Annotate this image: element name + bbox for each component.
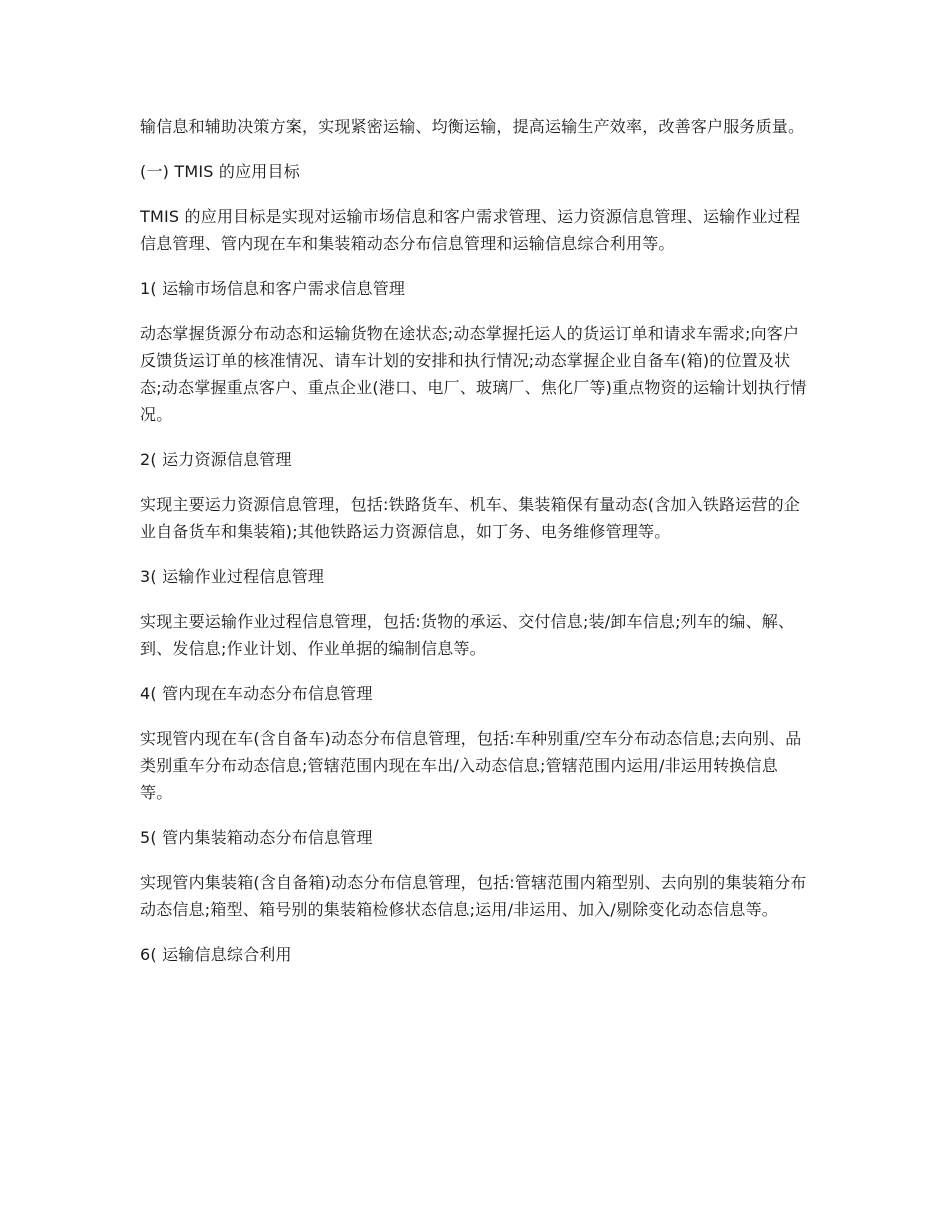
subsection-heading: 4( 管内现在车动态分布信息管理 [140,684,373,703]
body-paragraph: 输信息和辅助决策方案，实现紧密运输、均衡运输，提高运输生产效率，改善客户服务质量。 [140,117,805,136]
body-paragraph: 实现主要运输作业过程信息管理，包括:货物的承运、交付信息;装/卸车信息;列车的编、解、到、发信息;作业计划、作业单据的编制信息等。 [140,612,795,658]
body-paragraph: 实现管内现在车(含自备车)动态分布信息管理，包括:车种别重/空车分布动态信息;去向别、品类别重车分布动态信息;管辖范围内现在车出/入动态信息;管辖范围内运用/非运用转换信息等。 [140,729,802,802]
section-heading: (一) TMIS 的应用目标 [140,162,300,181]
subsection-heading: 6( 运输信息综合利用 [140,945,292,964]
subsection-heading: 3( 运输作业过程信息管理 [140,567,325,586]
body-paragraph: 实现主要运力资源信息管理，包括:铁路货车、机车、集装箱保有量动态(含加入铁路运营的企业自备货车和集装箱);其他铁路运力资源信息，如丁务、电务维修管理等。 [140,495,801,541]
body-paragraph: 实现管内集装箱(含自备箱)动态分布信息管理，包括:管辖范围内箱型别、去向别的集装箱分布动态信息;箱型、箱号别的集装箱检修状态信息;运用/非运用、加入/剔除变化动态信息等。 [140,873,807,919]
subsection-heading: 1( 运输市场信息和客户需求信息管理 [140,279,406,298]
body-paragraph: 动态掌握货源分布动态和运输货物在途状态;动态掌握托运人的货运订单和请求车需求;向客户反馈货运订单的核准情况、请车计划的安排和执行情况;动态掌握企业自备车(箱)的位置及状态;动态掌握重点客户、重点企业(港口、电厂、玻璃厂、焦化厂等)重点物资的运输计划执行情况。 [140,324,807,424]
body-paragraph: TMIS 的应用目标是实现对运输市场信息和客户需求管理、运力资源信息管理、运输作业过程信息管理、管内现在车和集装箱动态分布信息管理和运输信息综合利用等。 [140,207,801,253]
subsection-heading: 2( 运力资源信息管理 [140,450,292,469]
subsection-heading: 5( 管内集装箱动态分布信息管理 [140,828,373,847]
